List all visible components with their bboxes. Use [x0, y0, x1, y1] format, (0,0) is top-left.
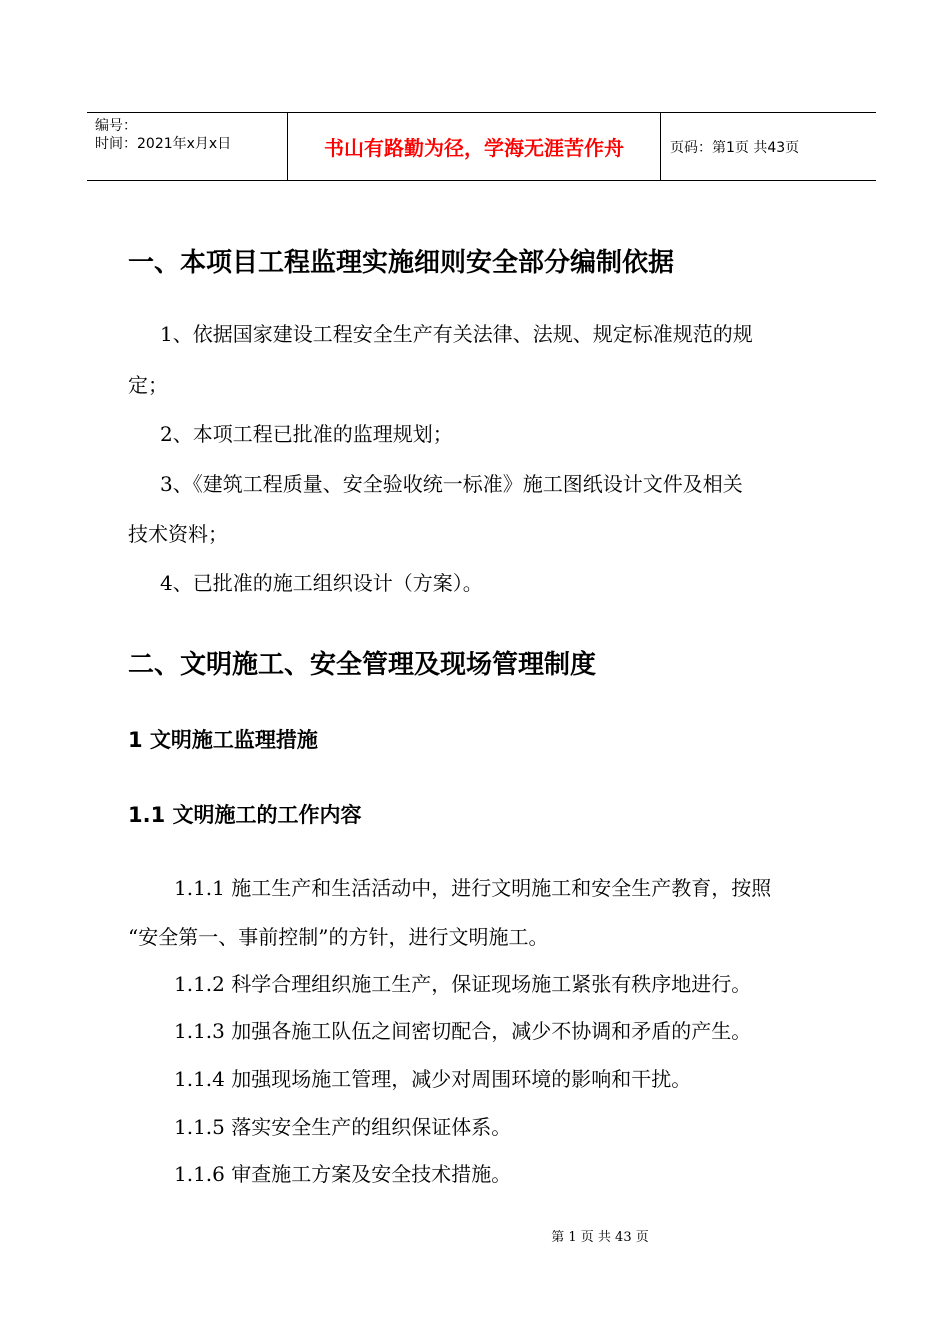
s1-paragraph-1-line-2: 定；	[128, 373, 168, 397]
s1-paragraph-2: 2、本项工程已批准的监理规划；	[160, 422, 453, 446]
header-meta-cell	[87, 113, 288, 180]
page-footer: 第 1 页 共 43 页	[551, 1230, 649, 1245]
header-page-cell	[661, 113, 876, 180]
item-1-1-2: 1.1.2 科学合理组织施工生产，保证现场施工紧张有秩序地进行。	[174, 972, 752, 996]
motto-text: 书山有路勤为径，学海无涯苦作舟	[324, 136, 624, 160]
item-1-1-5: 1.1.5 落实安全生产的组织保证体系。	[174, 1115, 512, 1139]
item-1-1-3: 1.1.3 加强各施工队伍之间密切配合，减少不协调和矛盾的产生。	[174, 1019, 752, 1043]
header-motto-cell	[288, 113, 661, 180]
item-1-1-4: 1.1.4 加强现场施工管理，减少对周围环境的影响和干扰。	[174, 1067, 692, 1091]
item-1-1-1-line-2: “安全第一、事前控制”的方针，进行文明施工。	[128, 925, 549, 949]
section-2-title: 二、文明施工、安全管理及现场管理制度	[128, 650, 597, 680]
time-label: 时间：2021年x月x日	[95, 136, 232, 152]
item-1-1-6: 1.1.6 审查施工方案及安全技术措施。	[174, 1162, 512, 1186]
header-table	[87, 112, 876, 181]
serial-label: 编号：	[95, 118, 137, 134]
subsection-1-1-title: 1.1 文明施工的工作内容	[128, 803, 362, 827]
s1-paragraph-3-line-1: 3、《建筑工程质量、安全验收统一标准》施工图纸设计文件及相关	[160, 472, 743, 496]
s1-paragraph-3-line-2: 技术资料；	[128, 522, 228, 546]
s1-paragraph-1-line-1: 1、依据国家建设工程安全生产有关法律、法规、规定标准规范的规	[160, 322, 753, 346]
section-1-title: 一、本项目工程监理实施细则安全部分编制依据	[128, 248, 675, 278]
subsection-1-title: 1 文明施工监理措施	[128, 728, 318, 752]
s1-paragraph-4: 4、已批准的施工组织设计（方案）。	[160, 571, 483, 595]
item-1-1-1-line-1: 1.1.1 施工生产和生活活动中，进行文明施工和安全生产教育，按照	[174, 876, 772, 900]
header-page-info: 页码：第1页 共43页	[670, 139, 800, 156]
